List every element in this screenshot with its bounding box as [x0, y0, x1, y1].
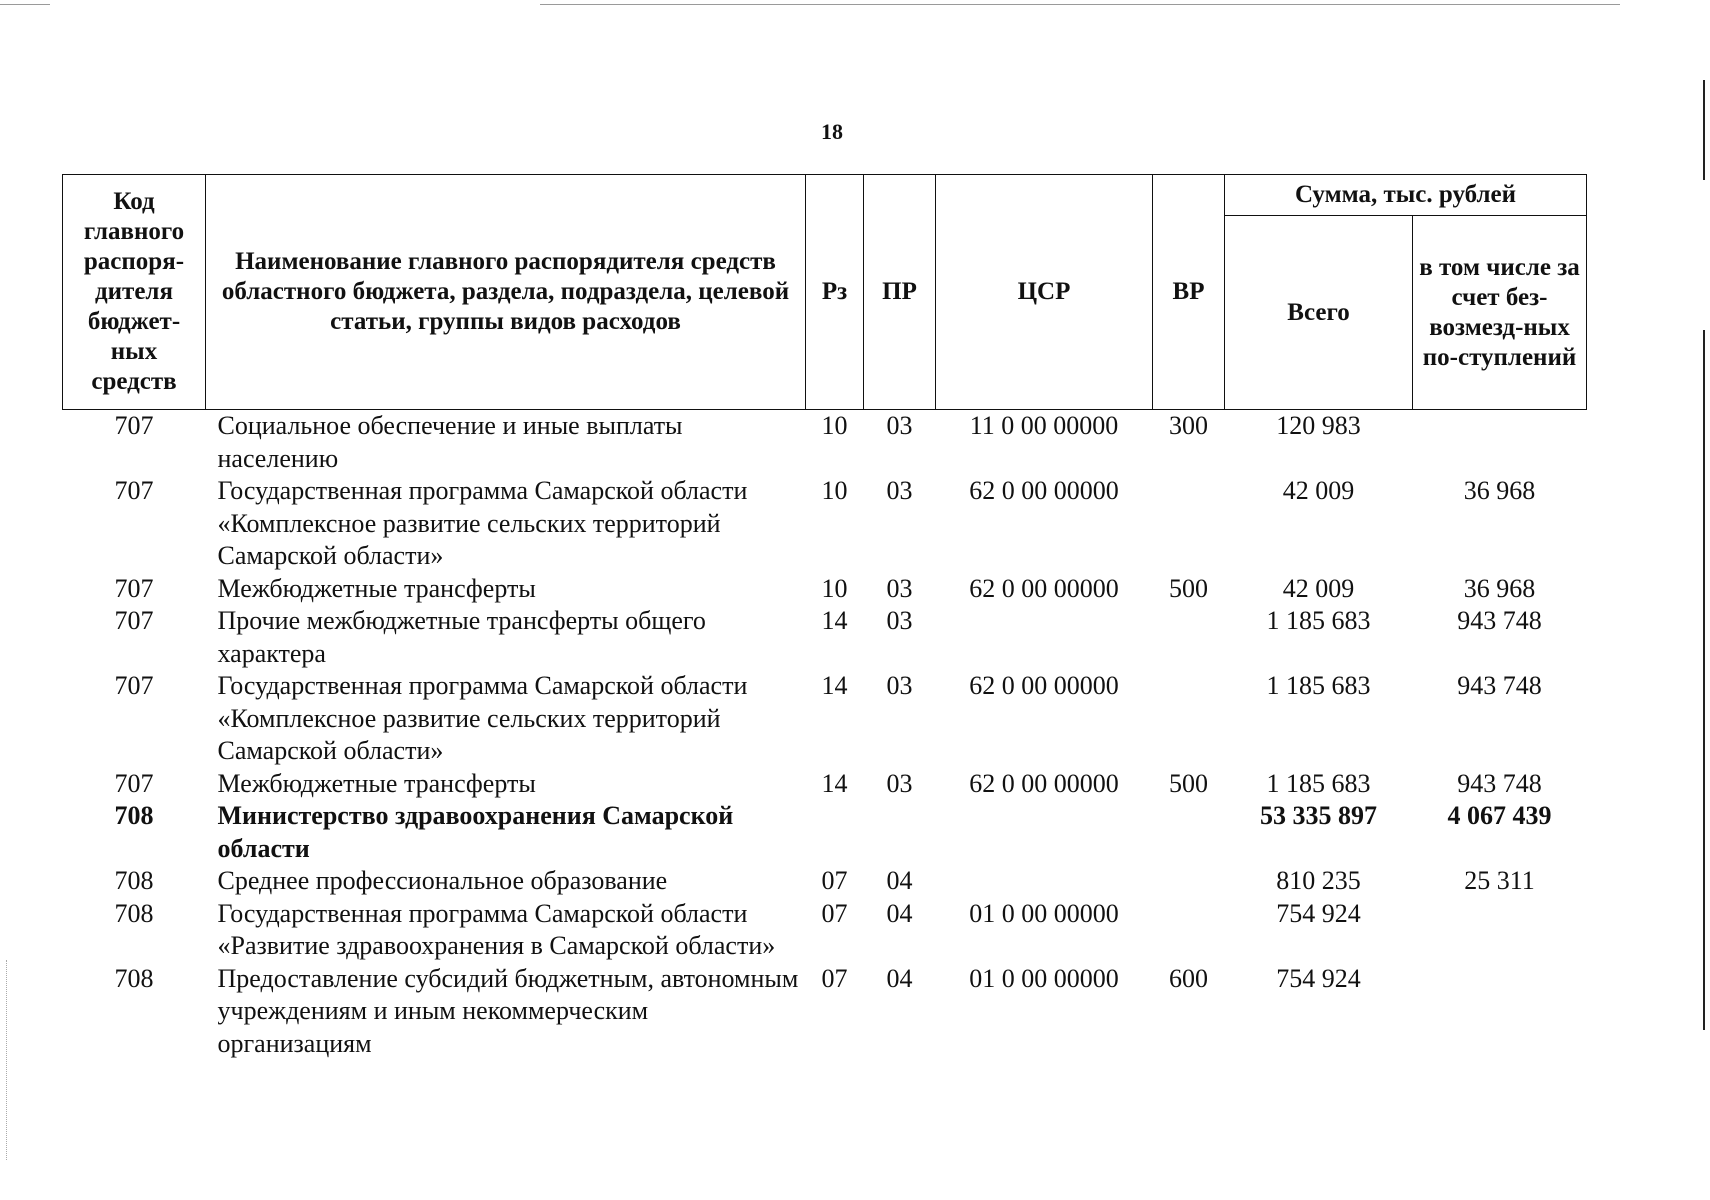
- row-rz-cell: 14: [821, 671, 848, 700]
- row-rz-cell: [806, 800, 864, 865]
- row-code-cell: 708: [114, 963, 154, 993]
- row-pr-cell: 04: [886, 866, 913, 895]
- row-grant-cell: [1413, 410, 1587, 476]
- table-row: [63, 605, 1587, 670]
- row-vr-cell: [1153, 865, 1225, 898]
- row-vr-cell: [1153, 800, 1225, 865]
- row-csr-cell: [936, 605, 1153, 670]
- row-grant-cell: 943 748: [1457, 606, 1542, 635]
- row-name-cell: Министерство здравоохранения Самарской области: [217, 801, 734, 863]
- row-total-cell: 120 983: [1276, 411, 1361, 440]
- row-rz-cell: 14: [821, 768, 848, 798]
- row-grant-cell: [1413, 963, 1587, 1061]
- row-vr-cell: 600: [1169, 963, 1208, 993]
- row-pr-cell: [864, 800, 936, 865]
- row-grant-cell: 25 311: [1464, 866, 1535, 895]
- row-code-cell: 708: [114, 898, 154, 928]
- row-pr-cell: 04: [886, 963, 913, 993]
- row-code-cell: 707: [114, 411, 154, 440]
- row-pr-cell: 04: [886, 898, 913, 928]
- row-pr-cell: 03: [886, 671, 913, 700]
- table-body: [63, 410, 1587, 1061]
- row-total-cell: 754 924: [1276, 963, 1361, 993]
- row-csr-cell: 01 0 00 00000: [969, 898, 1119, 928]
- table-row: [63, 898, 1587, 963]
- table-row: [63, 410, 1587, 476]
- row-total-cell: 1 185 683: [1266, 606, 1371, 635]
- row-pr-cell: 03: [886, 411, 913, 440]
- budget-table: [62, 174, 1587, 1060]
- row-code-cell: 707: [114, 476, 154, 505]
- row-rz-cell: 07: [821, 898, 848, 928]
- row-code-cell: 707: [114, 606, 154, 635]
- row-pr-cell: 03: [886, 476, 913, 505]
- row-grant-cell: 943 748: [1457, 671, 1542, 700]
- row-vr-cell: 500: [1169, 573, 1208, 603]
- row-code-cell: 707: [114, 671, 154, 700]
- row-pr-cell: 03: [886, 573, 913, 603]
- row-vr-cell: 500: [1169, 768, 1208, 798]
- row-csr-cell: 01 0 00 00000: [969, 963, 1119, 993]
- row-total-cell: 1 185 683: [1266, 671, 1371, 700]
- row-rz-cell: 14: [821, 606, 848, 635]
- row-csr-cell: 11 0 00 00000: [969, 411, 1119, 440]
- row-total-cell: 1 185 683: [1266, 768, 1371, 798]
- header-name: Наименование главного распорядителя средств областного бюджета, раздела, подраздела, целевой статьи, группы видов расходов: [206, 175, 806, 410]
- table-row: [63, 963, 1587, 1061]
- row-csr-cell: 62 0 00 00000: [969, 476, 1119, 505]
- row-vr-cell: [1153, 475, 1225, 573]
- row-vr-cell: [1153, 670, 1225, 768]
- scan-edge-line: [1703, 330, 1705, 1030]
- row-code-cell: 707: [114, 768, 154, 798]
- header-pr: ПР: [864, 175, 936, 410]
- row-name-cell: Среднее профессиональное образование: [217, 866, 668, 895]
- page-number: 18: [821, 119, 843, 144]
- row-pr-cell: 03: [886, 606, 913, 635]
- header-code: Код главного распоря-дителя бюджет-ных средств: [63, 175, 206, 410]
- row-vr-cell: [1153, 605, 1225, 670]
- row-rz-cell: 10: [821, 573, 848, 603]
- header-grant: в том числе за счет без-возмезд-ных по-ступлений: [1413, 216, 1587, 410]
- header-vr: ВР: [1153, 175, 1225, 410]
- row-total-cell: 42 009: [1282, 476, 1355, 505]
- row-csr-cell: 62 0 00 00000: [969, 768, 1119, 798]
- header-rz: Рз: [806, 175, 864, 410]
- row-code-cell: 708: [114, 801, 154, 830]
- row-name-cell: Социальное обеспечение и иные выплаты населению: [217, 411, 683, 473]
- row-name-cell: Прочие межбюджетные трансферты общего характера: [217, 606, 706, 668]
- row-vr-cell: [1153, 898, 1225, 963]
- row-rz-cell: 10: [821, 411, 848, 440]
- row-rz-cell: 10: [821, 476, 848, 505]
- table-row: [63, 475, 1587, 573]
- table-header: [63, 175, 1587, 410]
- row-grant-cell: 36 968: [1463, 573, 1536, 603]
- row-vr-cell: 300: [1169, 411, 1208, 440]
- table-row: [63, 573, 1587, 606]
- row-rz-cell: 07: [821, 963, 848, 993]
- table-row: [63, 670, 1587, 768]
- row-total-cell: 53 335 897: [1260, 801, 1377, 830]
- table-row: [63, 800, 1587, 865]
- row-code-cell: 708: [114, 866, 154, 895]
- scan-edge-line: [540, 4, 1620, 5]
- row-pr-cell: 03: [886, 768, 913, 798]
- row-csr-cell: [936, 800, 1153, 865]
- row-csr-cell: 62 0 00 00000: [969, 671, 1119, 700]
- row-name-cell: Государственная программа Самарской области «Развитие здравоохранения в Самарской области»: [217, 898, 776, 960]
- row-csr-cell: [936, 865, 1153, 898]
- scan-edge-line: [1703, 80, 1705, 180]
- row-total-cell: 42 009: [1282, 573, 1355, 603]
- row-total-cell: 754 924: [1276, 898, 1361, 928]
- scan-edge-line: [0, 4, 50, 5]
- row-name-cell: Межбюджетные трансферты: [217, 768, 536, 798]
- row-grant-cell: 4 067 439: [1447, 801, 1552, 830]
- row-total-cell: 810 235: [1276, 866, 1361, 895]
- row-code-cell: 707: [114, 573, 154, 603]
- row-name-cell: Государственная программа Самарской области «Комплексное развитие сельских территорий Самарской области»: [217, 671, 748, 765]
- row-name-cell: Государственная программа Самарской области «Комплексное развитие сельских территорий Самарской области»: [217, 476, 748, 570]
- row-grant-cell: 943 748: [1457, 768, 1542, 798]
- row-name-cell: Межбюджетные трансферты: [217, 573, 536, 603]
- table-row: [63, 865, 1587, 898]
- row-grant-cell: [1413, 898, 1587, 963]
- header-csr: ЦСР: [936, 175, 1153, 410]
- row-name-cell: Предоставление субсидий бюджетным, автономным учреждениям и иным некоммерческим организациям: [217, 963, 799, 1058]
- header-sum: Сумма, тыс. рублей: [1225, 175, 1587, 216]
- scan-margin-dots: [6, 960, 9, 1160]
- table-row: [63, 768, 1587, 801]
- row-grant-cell: 36 968: [1463, 476, 1536, 505]
- header-total: Всего: [1225, 216, 1413, 410]
- row-rz-cell: 07: [821, 866, 848, 895]
- row-csr-cell: 62 0 00 00000: [969, 573, 1119, 603]
